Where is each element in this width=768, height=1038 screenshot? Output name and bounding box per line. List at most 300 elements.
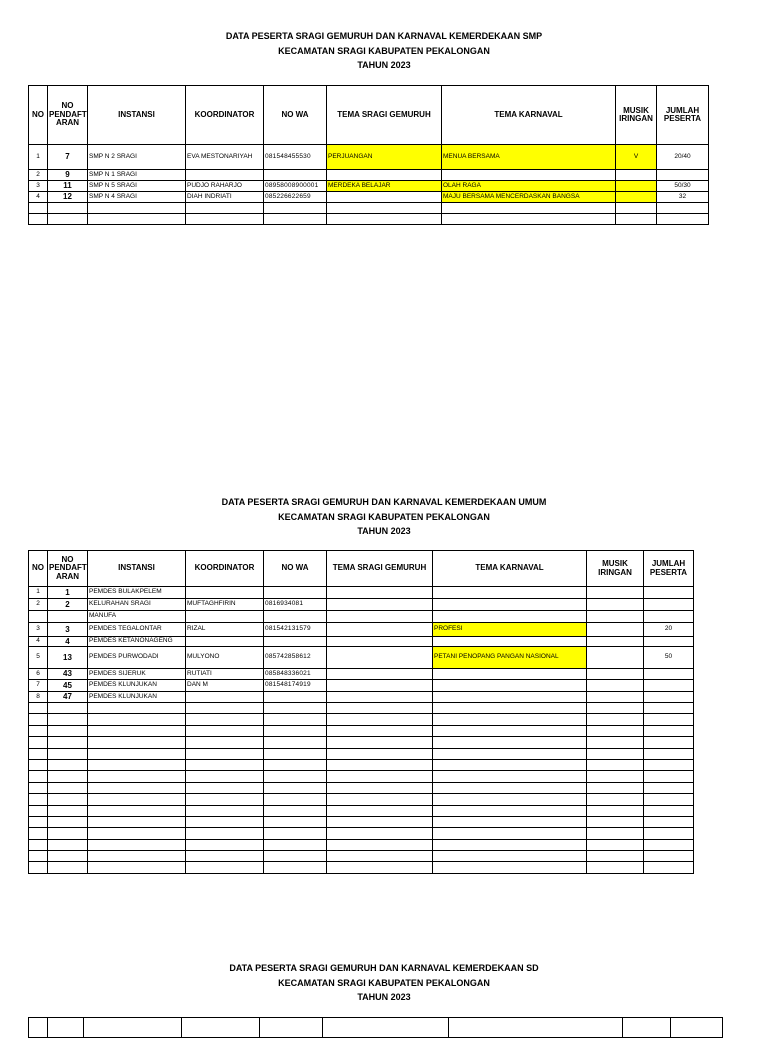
cell-koordinator xyxy=(186,714,264,725)
cell-tema-sragi-gemuruh xyxy=(327,703,433,714)
cell-tema-karnaval: PETANI PENOPANG PANGAN NASIONAL xyxy=(433,647,587,669)
cell-no-wa xyxy=(264,839,327,850)
cell-musik-iringan xyxy=(587,737,644,748)
cell-no-pendaftaran xyxy=(48,816,88,827)
cell-tema-karnaval xyxy=(433,611,587,623)
cell-no: 4 xyxy=(29,637,48,647)
cell-tema-sragi-gemuruh xyxy=(327,828,433,839)
cell-tema-sragi-gemuruh xyxy=(327,714,433,725)
smp-title-block xyxy=(0,29,768,73)
cell-no xyxy=(29,771,48,782)
cell-tema-karnaval xyxy=(433,737,587,748)
cell-no xyxy=(29,759,48,770)
sd-title-line-1: DATA PESERTA SRAGI GEMURUH DAN KARNAVAL KEMERDEKAAN SD xyxy=(229,963,539,973)
cell-instansi xyxy=(88,714,186,725)
smp-header-row xyxy=(29,86,709,145)
cell-no-wa xyxy=(264,692,327,703)
cell-koordinator xyxy=(186,203,264,214)
cell-no xyxy=(29,611,48,623)
cell-no-pendaftaran: 43 xyxy=(48,669,88,680)
cell-tema-karnaval xyxy=(433,771,587,782)
umum-title-line-2: KECAMATAN SRAGI KABUPATEN PEKALONGAN xyxy=(278,511,490,522)
cell-jumlah-peserta xyxy=(644,703,694,714)
cell-no-pendaftaran xyxy=(48,771,88,782)
cell-instansi xyxy=(88,816,186,827)
cell-jumlah-peserta xyxy=(644,599,694,611)
cell-jumlah-peserta xyxy=(644,805,694,816)
cell-tema-karnaval xyxy=(433,839,587,850)
cell-jumlah-peserta: 20/40 xyxy=(657,145,709,170)
cell-tema-karnaval xyxy=(433,805,587,816)
cell-koordinator: MULYONO xyxy=(186,647,264,669)
cell-musik-iringan xyxy=(616,203,657,214)
cell-no-wa xyxy=(264,794,327,805)
table-row xyxy=(29,599,694,611)
cell-jumlah-peserta xyxy=(644,714,694,725)
smp-body xyxy=(29,145,709,225)
cell-jumlah-peserta xyxy=(644,680,694,692)
cell-instansi xyxy=(88,759,186,770)
table-row xyxy=(29,748,694,759)
cell-no-pendaftaran xyxy=(48,805,88,816)
cell-no-wa: 081548455530 xyxy=(264,145,327,170)
cell-tema-karnaval xyxy=(433,599,587,611)
cell-no-wa: 085742858612 xyxy=(264,647,327,669)
table-row xyxy=(29,192,709,203)
cell-tema-sragi-gemuruh xyxy=(327,623,433,637)
table-row xyxy=(29,862,694,873)
cell-tema-karnaval xyxy=(433,748,587,759)
cell-no-wa xyxy=(264,637,327,647)
cell-no-pendaftaran: 13 xyxy=(48,647,88,669)
cell-instansi: SMP N 4 SRAGI xyxy=(88,192,186,203)
cell-no-pendaftaran: 1 xyxy=(48,587,88,599)
cell-no-pendaftaran: 3 xyxy=(48,623,88,637)
cell-tema-sragi-gemuruh xyxy=(327,680,433,692)
header-no-wa: NO WA xyxy=(264,551,327,587)
cell-musik-iringan xyxy=(587,587,644,599)
cell-koordinator xyxy=(186,862,264,873)
header-jumlah-peserta: JUMLAH PESERTA xyxy=(657,86,709,145)
cell-jumlah-peserta xyxy=(644,771,694,782)
header-no: NO xyxy=(29,551,48,587)
cell-koordinator xyxy=(186,805,264,816)
header-instansi: INSTANSI xyxy=(88,86,186,145)
cell-koordinator xyxy=(186,748,264,759)
cell-tema-sragi-gemuruh xyxy=(327,816,433,827)
cell-koordinator xyxy=(186,828,264,839)
table-row xyxy=(29,805,694,816)
cell-musik-iringan xyxy=(587,794,644,805)
table-row xyxy=(29,782,694,793)
cell-instansi: SMP N 1 SRAGI xyxy=(88,170,186,181)
cell-no xyxy=(29,214,48,225)
cell-tema-karnaval xyxy=(433,816,587,827)
table-row xyxy=(29,647,694,669)
cell-tema-sragi-gemuruh xyxy=(327,611,433,623)
cell-tema-sragi-gemuruh xyxy=(327,748,433,759)
cell-instansi xyxy=(88,851,186,862)
table-row xyxy=(29,623,694,637)
cell-jumlah-peserta xyxy=(644,587,694,599)
smp-title-line-2: KECAMATAN SRAGI KABUPATEN PEKALONGAN xyxy=(278,45,490,56)
cell-instansi: SMP N 5 SRAGI xyxy=(88,181,186,192)
cell-instansi: PEMDES PURWODADI xyxy=(88,647,186,669)
cell-koordinator: DAN M xyxy=(186,680,264,692)
cell-tema-sragi-gemuruh xyxy=(327,192,442,203)
cell-tema-sragi-gemuruh xyxy=(327,587,433,599)
cell-tema-karnaval xyxy=(433,725,587,736)
cell-no: 8 xyxy=(29,692,48,703)
cell-tema-sragi-gemuruh xyxy=(327,737,433,748)
cell-koordinator xyxy=(186,782,264,793)
cell-no: 2 xyxy=(29,599,48,611)
cell-instansi: PEMDES KLUNJUKAN xyxy=(88,692,186,703)
table-row xyxy=(29,851,694,862)
cell-musik-iringan xyxy=(587,703,644,714)
cell-musik-iringan xyxy=(587,725,644,736)
cell-tema-sragi-gemuruh xyxy=(327,647,433,669)
cell-musik-iringan xyxy=(587,771,644,782)
cell-musik-iringan xyxy=(587,714,644,725)
cell-no-wa xyxy=(264,170,327,181)
cell-jumlah-peserta xyxy=(644,759,694,770)
cell-no xyxy=(29,203,48,214)
cell-jumlah-peserta xyxy=(644,637,694,647)
cell-jumlah-peserta xyxy=(644,782,694,793)
table-row xyxy=(29,828,694,839)
cell-musik-iringan xyxy=(587,647,644,669)
cell-no-pendaftaran xyxy=(48,725,88,736)
cell-jumlah-peserta: 50 xyxy=(644,647,694,669)
table-row xyxy=(29,680,694,692)
cell-no-wa xyxy=(264,771,327,782)
cell-musik-iringan xyxy=(616,170,657,181)
cell-no xyxy=(29,839,48,850)
table-row xyxy=(29,703,694,714)
cell-tema-sragi-gemuruh xyxy=(327,839,433,850)
cell-no-pendaftaran xyxy=(48,851,88,862)
cell-musik-iringan xyxy=(587,599,644,611)
cell-no: 4 xyxy=(29,192,48,203)
cell-no xyxy=(29,782,48,793)
cell-tema-karnaval xyxy=(433,794,587,805)
cell-jumlah-peserta xyxy=(644,737,694,748)
sd-header-row xyxy=(29,1018,723,1038)
header-tema-sragi-gemuruh: TEMA SRAGI GEMURUH xyxy=(327,86,442,145)
cell-koordinator: MUFTAGHFIRIN xyxy=(186,599,264,611)
cell-musik-iringan xyxy=(587,782,644,793)
cell-tema-karnaval xyxy=(433,862,587,873)
cell-no-wa xyxy=(264,851,327,862)
cell-no: 2 xyxy=(29,170,48,181)
cell-no-pendaftaran xyxy=(48,862,88,873)
cell-instansi xyxy=(88,703,186,714)
cell-no-wa: 081548174919 xyxy=(264,680,327,692)
cell-tema-sragi-gemuruh xyxy=(327,637,433,647)
cell-jumlah-peserta xyxy=(644,794,694,805)
cell-musik-iringan xyxy=(587,862,644,873)
cell-instansi xyxy=(88,771,186,782)
cell-koordinator xyxy=(186,851,264,862)
cell-tema-sragi-gemuruh xyxy=(327,782,433,793)
cell-jumlah-peserta: 20 xyxy=(644,623,694,637)
header-tema-karnaval: TEMA KARNAVAL xyxy=(442,86,616,145)
cell-no-pendaftaran: 4 xyxy=(48,637,88,647)
cell-no xyxy=(29,737,48,748)
cell-musik-iringan xyxy=(616,181,657,192)
cell-musik-iringan xyxy=(587,816,644,827)
cell-musik-iringan xyxy=(587,637,644,647)
header-musik-iringan: MUSIK IRINGAN xyxy=(616,86,657,145)
cell-koordinator xyxy=(186,170,264,181)
cell-no: 1 xyxy=(29,145,48,170)
cell-instansi xyxy=(88,839,186,850)
table-row xyxy=(29,692,694,703)
header-instansi: INSTANSI xyxy=(88,551,186,587)
cell-instansi: MANUFA xyxy=(88,611,186,623)
cell-tema-karnaval xyxy=(433,782,587,793)
cell-no-pendaftaran xyxy=(48,839,88,850)
cell-instansi xyxy=(88,737,186,748)
cell-no-pendaftaran xyxy=(48,611,88,623)
cell-no-wa xyxy=(264,611,327,623)
cell-no xyxy=(29,816,48,827)
header-no-pendaftaran: NO PENDAFT ARAN xyxy=(48,551,88,587)
cell-no-wa: 081542131579 xyxy=(264,623,327,637)
cell-instansi xyxy=(88,203,186,214)
smp-title-line-1: DATA PESERTA SRAGI GEMURUH DAN KARNAVAL KEMERDEKAAN SMP xyxy=(225,31,543,41)
cell-musik-iringan xyxy=(587,692,644,703)
cell-instansi xyxy=(88,748,186,759)
cell-koordinator xyxy=(186,611,264,623)
cell-no: 7 xyxy=(29,680,48,692)
cell-tema-karnaval xyxy=(433,669,587,680)
cell-jumlah-peserta xyxy=(644,851,694,862)
cell-koordinator xyxy=(186,839,264,850)
cell-koordinator xyxy=(186,725,264,736)
cell-koordinator: EVA MESTONARIYAH xyxy=(186,145,264,170)
cell-musik-iringan xyxy=(587,759,644,770)
cell-no-pendaftaran: 7 xyxy=(48,145,88,170)
cell-no-wa: 0816934081 xyxy=(264,599,327,611)
cell-tema-sragi-gemuruh xyxy=(327,725,433,736)
table-row xyxy=(29,145,709,170)
cell-instansi xyxy=(88,214,186,225)
cell-jumlah-peserta xyxy=(657,214,709,225)
cell-no: 5 xyxy=(29,647,48,669)
cell-instansi: PEMDES SIJERUK xyxy=(88,669,186,680)
umum-title-block xyxy=(0,495,768,539)
header-no-pendaftaran: NO PENDAFT ARAN xyxy=(48,86,88,145)
cell-instansi: PEMDES KETANONAGENG xyxy=(88,637,186,647)
cell-musik-iringan xyxy=(587,748,644,759)
cell-tema-karnaval: MENUA BERSAMA xyxy=(442,145,616,170)
cell-no-pendaftaran xyxy=(48,828,88,839)
cell-no-pendaftaran xyxy=(48,714,88,725)
cell-no xyxy=(29,851,48,862)
cell-no xyxy=(29,725,48,736)
cell-koordinator xyxy=(186,587,264,599)
cell-tema-karnaval xyxy=(442,203,616,214)
cell-koordinator: RUTIATI xyxy=(186,669,264,680)
cell-no-pendaftaran xyxy=(48,782,88,793)
umum-title-line-1: DATA PESERTA SRAGI GEMURUH DAN KARNAVAL KEMERDEKAAN UMUM xyxy=(221,497,547,507)
cell-no-wa xyxy=(264,714,327,725)
cell-tema-karnaval xyxy=(433,851,587,862)
table-row xyxy=(29,214,709,225)
cell-no-wa: 085848336021 xyxy=(264,669,327,680)
cell-no-pendaftaran: 9 xyxy=(48,170,88,181)
cell-koordinator xyxy=(186,816,264,827)
table-row xyxy=(29,759,694,770)
cell-musik-iringan: V xyxy=(616,145,657,170)
sd-title-line-2: KECAMATAN SRAGI KABUPATEN PEKALONGAN xyxy=(278,977,490,988)
table-row xyxy=(29,669,694,680)
cell-tema-sragi-gemuruh: MERDEKA BELAJAR xyxy=(327,181,442,192)
cell-instansi: SMP N 2 SRAGI xyxy=(88,145,186,170)
header-tema-sragi-gemuruh: TEMA SRAGI GEMURUH xyxy=(327,551,433,587)
cell-koordinator xyxy=(186,794,264,805)
umum-header-row xyxy=(29,551,694,587)
cell-tema-karnaval xyxy=(433,759,587,770)
smp-title-line-3: TAHUN 2023 xyxy=(357,60,411,70)
cell-jumlah-peserta xyxy=(644,816,694,827)
table-row xyxy=(29,771,694,782)
cell-no xyxy=(29,805,48,816)
cell-musik-iringan xyxy=(587,805,644,816)
cell-jumlah-peserta xyxy=(644,692,694,703)
cell-instansi: PEMDES TEGALONTAR xyxy=(88,623,186,637)
header-jumlah-peserta: JUMLAH PESERTA xyxy=(644,551,694,587)
header-koordinator: KOORDINATOR xyxy=(186,551,264,587)
cell-no-wa xyxy=(264,816,327,827)
cell-jumlah-peserta xyxy=(644,839,694,850)
cell-jumlah-peserta xyxy=(644,862,694,873)
cell-tema-karnaval: OLAH RAGA xyxy=(442,181,616,192)
cell-no xyxy=(29,828,48,839)
cell-jumlah-peserta xyxy=(644,725,694,736)
cell-instansi xyxy=(88,782,186,793)
cell-no-wa xyxy=(264,759,327,770)
sd-title-line-3: TAHUN 2023 xyxy=(357,992,411,1002)
cell-tema-sragi-gemuruh xyxy=(327,805,433,816)
table-row xyxy=(29,181,709,192)
cell-no-wa xyxy=(264,782,327,793)
header-koordinator: KOORDINATOR xyxy=(186,86,264,145)
cell-tema-sragi-gemuruh xyxy=(327,599,433,611)
cell-instansi xyxy=(88,805,186,816)
cell-tema-sragi-gemuruh xyxy=(327,759,433,770)
cell-no-pendaftaran xyxy=(48,203,88,214)
cell-no-wa xyxy=(264,805,327,816)
cell-musik-iringan xyxy=(587,611,644,623)
cell-jumlah-peserta xyxy=(644,669,694,680)
cell-koordinator xyxy=(186,703,264,714)
cell-no-wa xyxy=(264,748,327,759)
cell-tema-sragi-gemuruh xyxy=(327,851,433,862)
cell-no-wa xyxy=(264,725,327,736)
cell-instansi: KELURAHAN SRAGI xyxy=(88,599,186,611)
cell-koordinator xyxy=(186,759,264,770)
cell-tema-karnaval xyxy=(433,828,587,839)
table-row xyxy=(29,714,694,725)
cell-tema-karnaval: PROFESI xyxy=(433,623,587,637)
cell-tema-sragi-gemuruh xyxy=(327,669,433,680)
cell-no-pendaftaran: 12 xyxy=(48,192,88,203)
cell-no-pendaftaran: 47 xyxy=(48,692,88,703)
cell-tema-sragi-gemuruh xyxy=(327,794,433,805)
cell-no-wa xyxy=(264,703,327,714)
cell-koordinator xyxy=(186,214,264,225)
umum-body xyxy=(29,587,694,874)
header-no-wa: NO WA xyxy=(264,86,327,145)
cell-koordinator xyxy=(186,771,264,782)
cell-jumlah-peserta xyxy=(644,828,694,839)
umum-table xyxy=(28,550,694,874)
cell-tema-sragi-gemuruh xyxy=(327,692,433,703)
table-row xyxy=(29,587,694,599)
cell-tema-karnaval xyxy=(433,714,587,725)
table-row xyxy=(29,637,694,647)
header-tema-karnaval: TEMA KARNAVAL xyxy=(433,551,587,587)
cell-tema-sragi-gemuruh xyxy=(327,214,442,225)
cell-koordinator: DIAH INDRIATI xyxy=(186,192,264,203)
cell-tema-sragi-gemuruh xyxy=(327,771,433,782)
cell-tema-karnaval xyxy=(433,692,587,703)
cell-no-wa xyxy=(264,203,327,214)
cell-tema-karnaval xyxy=(433,587,587,599)
cell-tema-karnaval xyxy=(442,214,616,225)
cell-no xyxy=(29,748,48,759)
cell-instansi xyxy=(88,725,186,736)
umum-title-line-3: TAHUN 2023 xyxy=(357,526,411,536)
cell-jumlah-peserta: 50/30 xyxy=(657,181,709,192)
header-no: NO xyxy=(29,86,48,145)
cell-no-pendaftaran xyxy=(48,214,88,225)
cell-tema-sragi-gemuruh xyxy=(327,862,433,873)
cell-instansi: PEMDES BULAKPELEM xyxy=(88,587,186,599)
cell-no-wa xyxy=(264,828,327,839)
cell-jumlah-peserta: 32 xyxy=(657,192,709,203)
cell-koordinator xyxy=(186,637,264,647)
cell-musik-iringan xyxy=(587,680,644,692)
table-row xyxy=(29,611,694,623)
table-row xyxy=(29,725,694,736)
cell-no-wa: 08958008900001 xyxy=(264,181,327,192)
cell-koordinator xyxy=(186,737,264,748)
cell-tema-karnaval xyxy=(442,170,616,181)
cell-no: 3 xyxy=(29,623,48,637)
cell-no-wa xyxy=(264,214,327,225)
table-row xyxy=(29,839,694,850)
cell-no-wa xyxy=(264,737,327,748)
cell-koordinator xyxy=(186,692,264,703)
cell-no-pendaftaran xyxy=(48,703,88,714)
cell-musik-iringan xyxy=(587,839,644,850)
cell-koordinator: PUDJO RAHARJO xyxy=(186,181,264,192)
cell-no: 3 xyxy=(29,181,48,192)
cell-no-wa xyxy=(264,862,327,873)
cell-musik-iringan xyxy=(587,851,644,862)
cell-tema-karnaval xyxy=(433,680,587,692)
cell-musik-iringan xyxy=(616,214,657,225)
cell-no: 1 xyxy=(29,587,48,599)
cell-no: 6 xyxy=(29,669,48,680)
cell-no-wa xyxy=(264,587,327,599)
cell-no-pendaftaran xyxy=(48,759,88,770)
cell-koordinator: RIZAL xyxy=(186,623,264,637)
